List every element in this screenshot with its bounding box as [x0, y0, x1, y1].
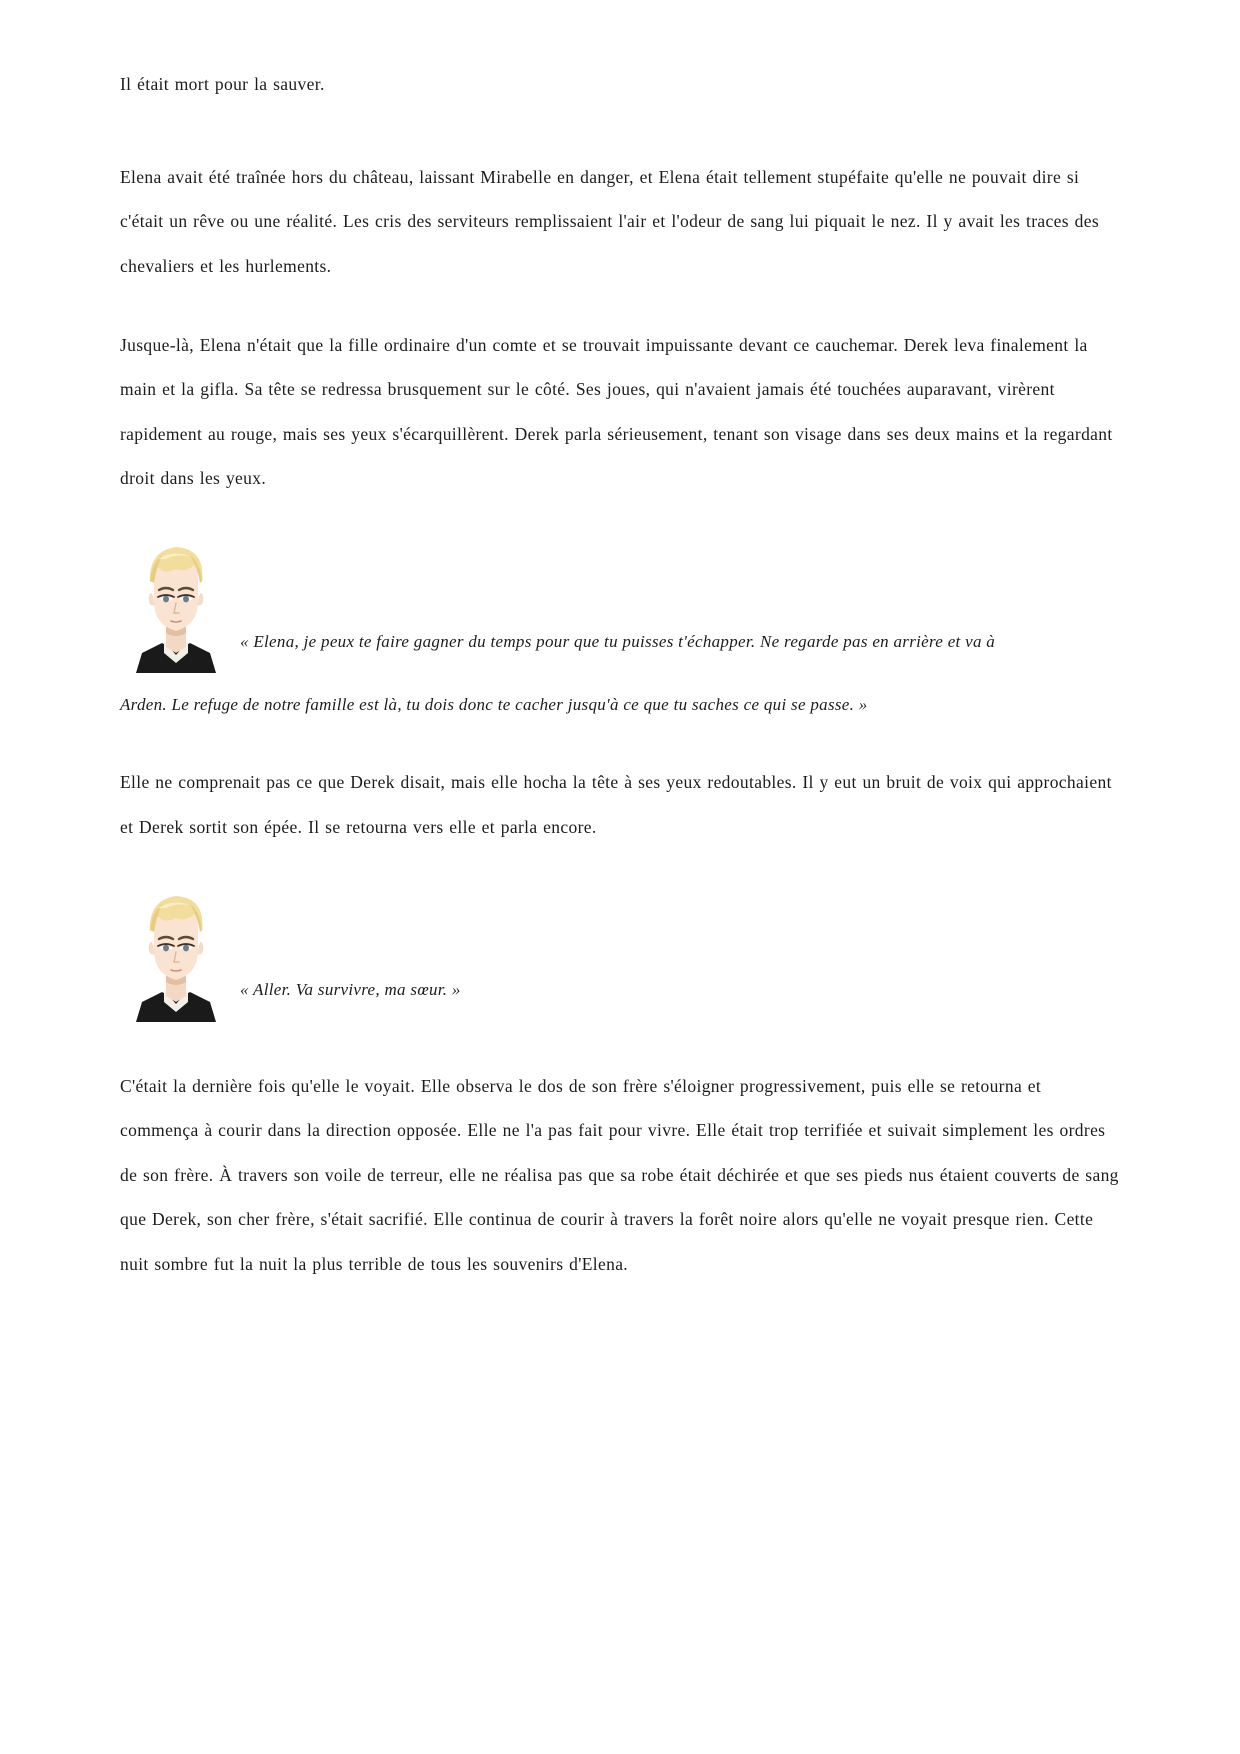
- spacer: [120, 1056, 1120, 1064]
- dialogue-line-2a: « Aller. Va survivre, ma sœur. »: [240, 980, 461, 1000]
- paragraph-1: Il était mort pour la sauver.: [120, 74, 325, 94]
- dialogue-row-1: [120, 535, 1120, 673]
- dialogue-line-1b: Arden. Le refuge de notre famille est là, tu dois donc te cacher jusqu'à ce que tu saches ce qui se passe. »: [120, 695, 868, 714]
- dialogue-line-1a: « Elena, je peux te faire gagner du temps pour que tu puisses t'échapper. Ne regarde pas en arrière et va à: [240, 631, 996, 651]
- paragraph-4: Elle ne comprenait pas ce que Derek disait, mais elle hocha la tête à ses yeux redoutables. Il y eut un bruit de voix qui approchaient et Derek sortit son épée. Il se retourna vers elle et parla encore.: [120, 772, 1112, 837]
- paragraph-2: Elena avait été traînée hors du château, laissant Mirabelle en danger, et Elena était tellement stupéfaite qu'elle ne pouvait dire si c'était un rêve ou une réalité. Les cris des serviteurs remplissaient l'air et l'odeur de sang lui piquait le nez. Il y avait les traces des chevaliers et les hurlements.: [120, 166, 1100, 276]
- paragraph-3: Jusque-là, Elena n'était que la fille ordinaire d'un comte et se trouvait impuissante devant ce cauchemar. Derek leva finalement la main et la gifla. Sa tête se redressa brusquement sur le côté. Ses joues, qui n'avaient jamais été touchées auparavant, virèrent rapidement au rouge, mais ses yeux s'écarquillèrent. Derek parla sérieusement, tenant son visage dans ses deux mains et la regardant droit dans les yeux.: [120, 334, 1113, 489]
- derek-portrait-icon: [128, 884, 224, 1022]
- dialogue-block-2: [120, 884, 1120, 1022]
- dialogue-row-2: [120, 884, 1120, 1022]
- dialogue-block-1: [120, 535, 1120, 726]
- paragraph-5: C'était la dernière fois qu'elle le voyait. Elle observa le dos de son frère s'éloigner progressivement, puis elle se retourna et commença à courir dans la direction opposée. Elle ne l'a pas fait pour vivre. Elle était trop terrifiée et suivait simplement les ordres de son frère. À travers son voile de terreur, elle ne réalisa pas que sa robe était déchirée et que ses pieds nus étaient couverts de sang que Derek, son cher frère, s'était sacrifié. Elle continua de courir à travers la forêt noire alors qu'elle ne voyait presque rien. Cette nuit sombre fut la nuit la plus terrible de tous les souvenirs d'Elena.: [120, 1075, 1119, 1275]
- derek-portrait-icon: [128, 535, 224, 673]
- document-content: [120, 62, 1120, 1287]
